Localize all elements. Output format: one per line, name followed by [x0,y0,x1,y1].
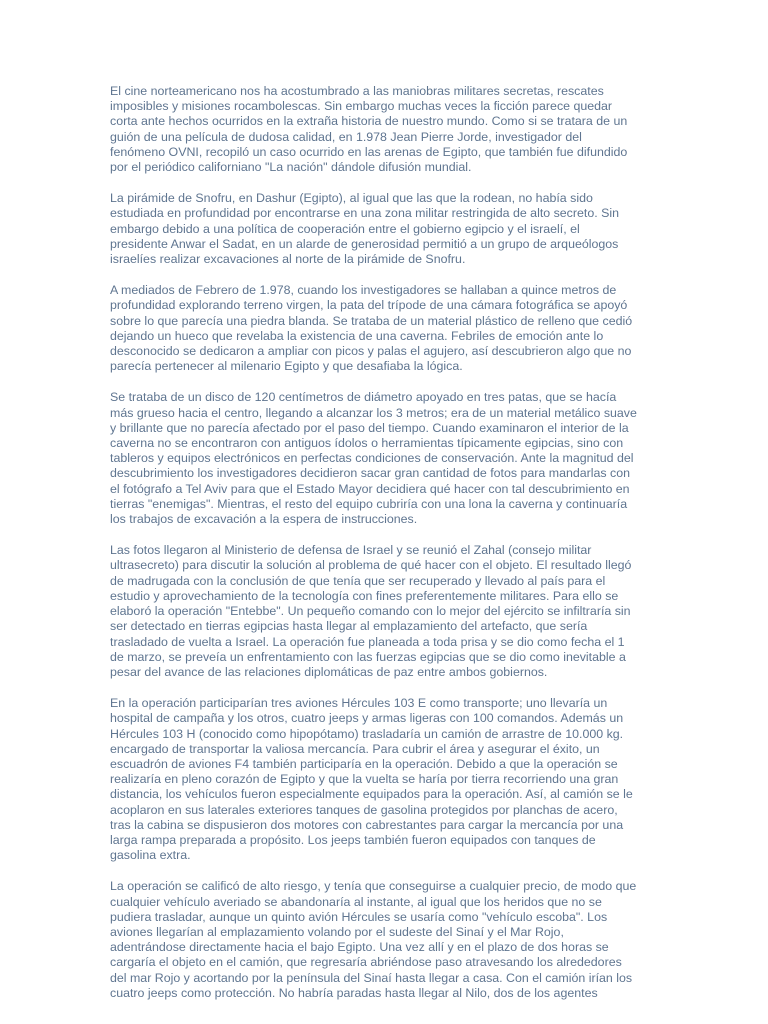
text-line: trasladado de vuelta a Israel. La operación fue planeada a toda prisa y se dio como fecha el 1 [110,634,625,649]
text-line: fenómeno OVNI, recopiló un caso ocurrido en las arenas de Egipto, que también fue difundido [110,144,628,159]
text-line: de marzo, se preveía un enfrentamiento con las fuerzas egipcias que se dio como inevitable a [110,649,626,664]
text-line: por el periódico californiano "La nación" dándole difusión mundial. [110,160,472,175]
text-line: gasolina extra. [110,848,191,863]
text-line: La operación se calificó de alto riesgo, y tenía que conseguirse a cualquier precio, de modo que [110,879,637,894]
text-line: guión de una película de dudosa calidad, en 1.978 Jean Pierre Jorde, investigador del [110,129,582,144]
text-line: más grueso hacia el centro, llegando a alcanzar los 3 metros; era de un material metálico suave [110,405,637,420]
text-line: corta ante hechos ocurridos en la extraña historia de nuestro mundo. Como si se tratara de un [110,114,628,129]
text-line: cargaría el objeto en el camión, que regresaría abriéndose paso atravesando los alrededores [110,955,622,970]
text-line: ser detectado en tierras egipcias hasta llegar al emplazamiento del artefacto, que sería [110,619,588,634]
text-line: ultrasecreto) para discutir la solución al problema de qué hacer con el objeto. El resultado llegó [110,558,632,573]
text-line: A mediados de Febrero de 1.978, cuando los investigadores se hallaban a quince metros de [110,283,617,298]
document-body [110,84,658,1017]
text-line: elaboró la operación "Entebbe". Un pequeño comando con lo mejor del ejército se infiltraría sin [110,604,631,619]
text-line: embargo debido a una política de cooperación entre el gobierno egipcio y el israelí, el [110,221,580,236]
text-line: Las fotos llegaron al Ministerio de defensa de Israel y se reunió el Zahal (consejo militar [110,543,592,558]
text-line: realizaría en pleno corazón de Egipto y que la vuelta se haría por tierra recorriendo una gran [110,772,619,787]
paragraph [110,390,658,527]
paragraph [110,879,658,1001]
text-line: desconocido se dedicaron a ampliar con picos y palas el agujero, así descubrieron algo que no [110,344,632,359]
paragraph [110,283,658,374]
paragraph [110,84,658,175]
text-line: En la operación participarían tres aviones Hércules 103 E como transporte; uno llevaría un [110,696,608,711]
text-line: profundidad explorando terreno virgen, la pata del trípode de una cámara fotográfica se apoyó [110,298,628,313]
text-line: tierras "enemigas". Mientras, el resto del equipo cubriría con una lona la caverna y continuaría [110,496,628,511]
text-line: pesar del avance de las relaciones diplomáticas de paz entre ambos gobiernos. [110,664,548,679]
paragraph [110,696,658,863]
text-line: los trabajos de excavación a la espera de instrucciones. [110,512,418,527]
text-line: y brillante que no parecía afectado por el paso del tiempo. Cuando examinaron el interior de la [110,420,629,435]
text-line: larga rampa preparada a propósito. Los jeeps también fueron equipados con tanques de [110,832,596,847]
text-line: distancia, los vehículos fueron especialmente equipados para la operación. Así, al camión se le [110,787,633,802]
text-line: israelíes realizar excavaciones al norte de la pirámide de Snofru. [110,252,466,267]
paragraph [110,191,658,267]
text-line: de madrugada con la conclusión de que tenía que ser recuperado y llevado al país para el [110,573,606,588]
text-line: tras la cabina se dispusieron dos motores con cabrestantes para cargar la mercancía por una [110,817,624,832]
text-line: tableros y equipos electrónicos en perfectas condiciones de conservación. Ante la magnitud del [110,451,634,466]
text-line: aviones llegarían al emplazamiento volando por el sudeste del Sinaí y el Mar Rojo, [110,924,564,939]
text-line: cuatro jeeps como protección. No habría paradas hasta llegar al Nilo, dos de los agentes [110,985,598,1000]
text-line: La pirámide de Snofru, en Dashur (Egipto), al igual que las que la rodean, no había sido [110,191,593,206]
paragraph [110,543,658,680]
text-line: El cine norteamericano nos ha acostumbrado a las maniobras militares secretas, rescates [110,84,604,98]
text-line: presidente Anwar el Sadat, en un alarde de generosidad permitió a un grupo de arqueólogos [110,236,619,251]
text-line: estudiada en profundidad por encontrarse en una zona militar restringida de alto secreto. Sin [110,206,620,221]
text-line: dejando un hueco que revelaba la existencia de una caverna. Febriles de emoción ante lo [110,328,604,343]
text-line: del mar Rojo y acortando por la península del Sinaí hasta llegar a casa. Con el camión irían los [110,970,633,985]
text-line: encargado de transportar la valiosa mercancía. Para cubrir el área y asegurar el éxito, un [110,741,600,756]
text-line: estudio y aprovechamiento de la tecnología con fines preferentemente militares. Para ello se [110,588,619,603]
text-line: Hércules 103 H (conocido como hipopótamo) trasladaría un camión de arrastre de 10.000 kg. [110,726,624,741]
text-line: sobre lo que parecía una piedra blanda. Se trataba de un material plástico de relleno que cedió [110,313,633,328]
text-line: hospital de campaña y los otros, cuatro jeeps y armas ligeras con 100 comandos. Además un [110,711,624,726]
text-line: escuadrón de aviones F4 también participaría en la operación. Debido a que la operación se [110,756,618,771]
text-line: adentrándose directamente hacia el bajo Egipto. Una vez allí y en el plazo de dos horas se [110,940,609,955]
text-line: Se trataba de un disco de 120 centímetros de diámetro apoyado en tres patas, que se hacía [110,390,617,405]
text-line: parecía pertenecer al milenario Egipto y que desafiaba la lógica. [110,359,463,374]
text-line: imposibles y misiones rocambolescas. Sin embargo muchas veces la ficción parece quedar [110,99,613,114]
text-line: cualquier vehículo averiado se abandonaría al instante, al igual que los heridos que no se [110,894,602,909]
text-line: descubrimiento los investigadores decidieron sacar gran cantidad de fotos para mandarlas con [110,466,631,481]
text-line: el fotógrafo a Tel Aviv para que el Estado Mayor decidiera qué hacer con tal descubrimiento en [110,481,630,496]
text-line: pudiera trasladar, aunque un quinto avión Hércules se usaría como "vehículo escoba". Los [110,909,608,924]
text-line: acoplaron en sus laterales exteriores tanques de gasolina protegidos por planchas de acero, [110,802,618,817]
text-line: caverna no se encontraron con antiguos ídolos o herramientas típicamente egipcias, sino con [110,436,624,451]
